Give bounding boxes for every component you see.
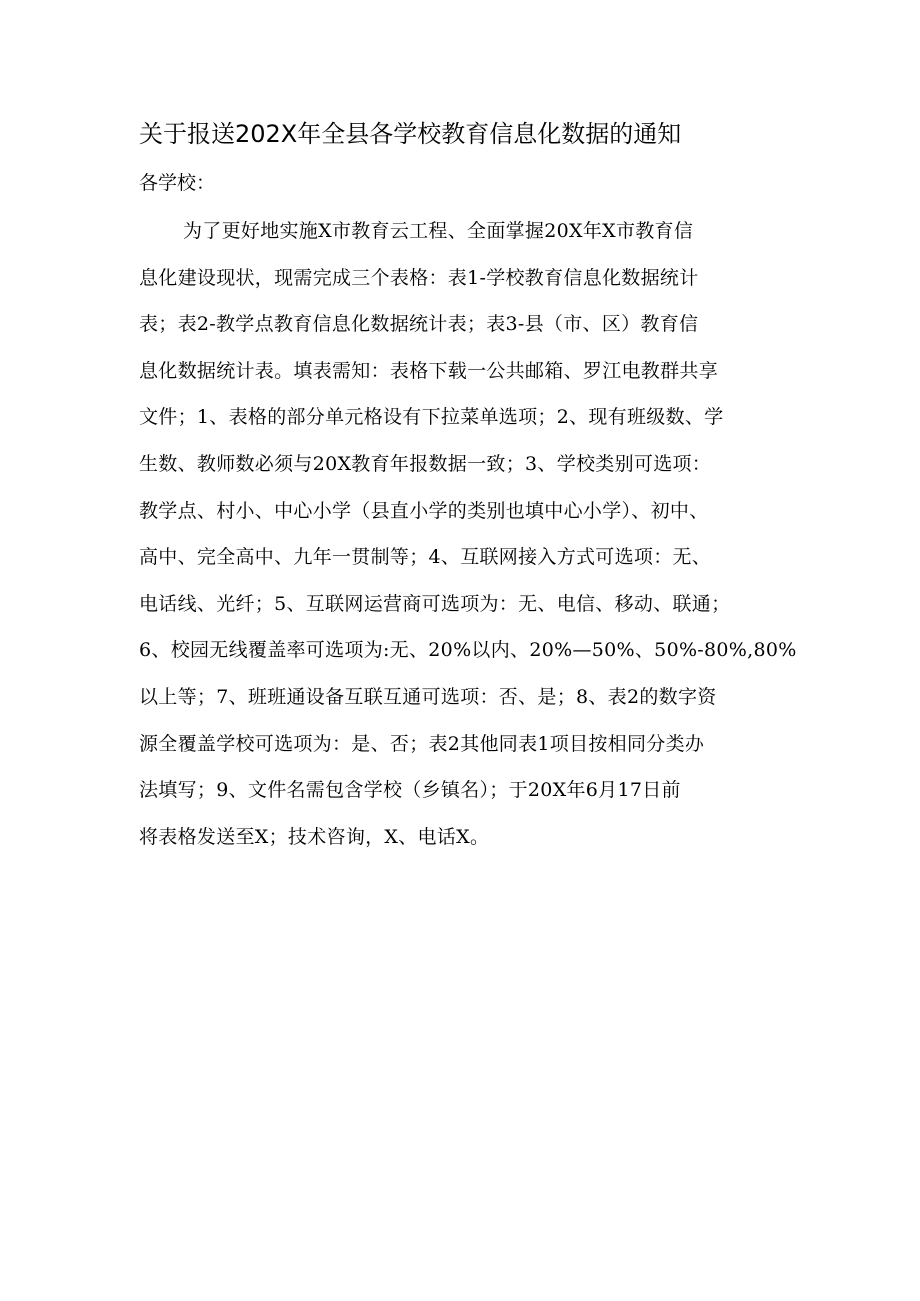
body-line: 6、校园无线覆盖率可选项为:无、20%以内、20%—50%、50%-80%,80% [139,639,797,662]
body-line: 将表格发送至X；技术咨询，X、电话X。 [139,825,490,848]
body-line: 文件；1、表格的部分单元格设有下拉菜单选项；2、现有班级数、学 [139,406,724,429]
document-title: 关于报送202X年全县各学校教育信息化数据的通知 [139,120,682,148]
body-line: 表；表2-教学点教育信息化数据统计表；表3-县（市、区）教育信 [139,313,699,336]
body-line: 息化数据统计表。填表需知：表格下载一公共邮箱、罗江电教群共享 [139,359,719,382]
body-line: 高中、完全高中、九年一贯制等；4、互联网接入方式可选项：无、 [139,546,712,569]
salutation: 各学校： [139,172,216,194]
body-paragraph [139,211,799,863]
body-line: 电话线、光纤；5、互联网运营商可选项为：无、电信、移动、联通； [139,592,731,615]
body-line: 为了更好地实施X市教育云工程、全面掌握20X年X市教育信 [183,220,694,242]
body-line: 生数、教师数必须与20X教育年报数据一致；3、学校类别可选项： [139,452,712,475]
body-line: 源全覆盖学校可选项为：是、否；表2其他同表1项目按相同分类办 [139,732,705,755]
body-line: 教学点、村小、中心小学（县直小学的类别也填中心小学）、初中、 [139,499,709,522]
body-line: 法填写；9、文件名需包含学校（乡镇名）；于20X年6月17日前 [139,779,681,802]
body-line: 以上等；7、班班通设备互联互通可选项：否、是；8、表2的数字资 [139,685,717,708]
body-line: 息化建设现状，现需完成三个表格：表1-学校教育信息化数据统计 [139,266,699,289]
